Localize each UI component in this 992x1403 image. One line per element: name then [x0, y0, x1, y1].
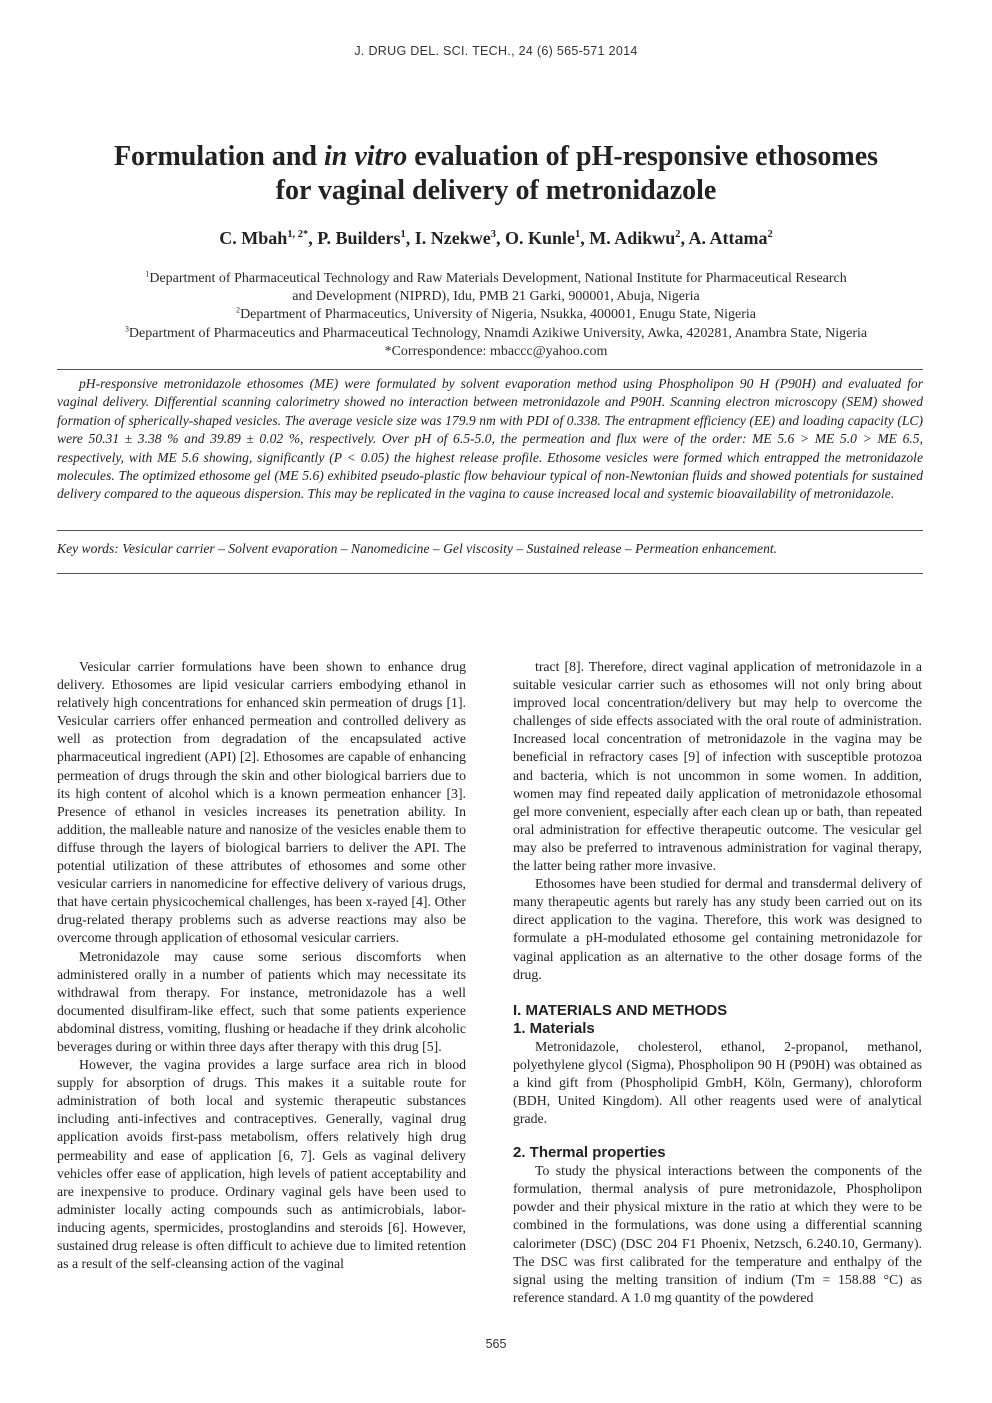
author-name: O. Kunle [504, 228, 575, 248]
title-line-2: for vaginal delivery of metronidazole [275, 175, 717, 206]
author-affiliation-mark: 1 [574, 229, 581, 240]
affiliation-text: Department of Pharmaceutical Technology and Raw Materials Development, National Institute for Pharmaceutical Research [149, 271, 847, 286]
author-affiliation-mark: 3 [490, 229, 496, 240]
author-name: I. Nzekwe [414, 228, 491, 248]
affiliation-text: *Correspondence: mbaccc@yahoo.com [384, 343, 608, 359]
paragraph: tract [8]. Therefore, direct vaginal application of metronidazole in a suitable vesicular carrier such as ethosomes will not only bring about improved local concentration/delivery but may help to overcome the challenges of side effects associated with the oral route of administration. Increased local concentration of metronidazole in the vagina may be beneficial in refractory cases [9] of infection with susceptible protozoa and bacteria, which is not uncommon in some women. In addition, women may find repeated daily application of metronidazole ethosomal gel more convenient, especially after each clean up or bath, than repeated oral administration for effective therapeutic outcome. The vesicular gel may also be preferred to intravenous administration for vaginal therapy, the latter being rather more invasive. [513, 659, 922, 874]
title-line-1: Formulation and in vitro evaluation of pH-responsive ethosomes [113, 141, 879, 172]
affiliation-text: and Development (NIPRD), Idu, PMB 21 Garki, 900001, Abuja, Nigeria [292, 289, 700, 305]
paragraph: However, the vagina provides a large surface area rich in blood supply for absorption of drugs. This makes it a suitable route for administration of both local and systemic therapeutic substances including anti-infectives and contraceptives. Generally, vaginal drug application avoids first-pass metabolism, offers relatively high drug permeability and ease of application [6, 7]. Gels as vaginal delivery vehicles offer ease of application, high levels of patient acceptability and are inexpensive to produce. Ordinary vaginal gels have been used to administer locally acting compounds such as antimicrobials, labor-inducing agents, spermicides, prostoglandins and steroids [6]. However, sustained drug release is often difficult to achieve due to limited retention as a result of the self-cleansing action of the vaginal [57, 1057, 466, 1272]
divider-top [57, 369, 923, 370]
page-number: 565 [485, 1337, 507, 1351]
author-separator: , [680, 228, 689, 248]
divider-mid [57, 530, 923, 531]
affiliation-line [50, 325, 942, 343]
author-affiliation-mark: 2 [675, 229, 681, 240]
journal-header: J. DRUG DEL. SCI. TECH., 24 (6) 565-571 2014 [354, 44, 638, 58]
author-separator: , [495, 228, 505, 248]
left-column [57, 658, 466, 1273]
paragraph: Vesicular carrier formulations have been shown to enhance drug delivery. Ethosomes are lipid vesicular carriers embodying ethanol in relatively high concentrations for enhanced skin permeation of drugs [1]. Vesicular carriers offer enhanced permeation and controlled delivery as well as protection from degradation of the encapsulated active pharmaceutical ingredient (API) [2]. Ethosomes are capable of enhancing permeation of drugs through the skin and other biological barriers due to its high content of alcohol which is a known permeation enhancer [3]. Presence of ethanol in vesicles increases its penetration ability. In addition, the malleable nature and nanosize of the vesicles enable them to diffuse through the layers of biological barriers to deliver the API. The potential utilization of these attributes of ethosomes and some other vesicular carriers in nanomedicine for effective delivery of various drugs, that have certain physicochemical challenges, has been x-rayed [4]. Other drug-related therapy problems such as adverse reactions may also be overcome through application of ethosomal vesicular carriers. [57, 659, 466, 946]
author-affiliation-mark: 2 [767, 229, 773, 240]
affiliation-text: Department of Pharmaceutics, University of Nigeria, Nsukka, 400001, Enugu State, Nigeria [240, 307, 756, 323]
author-separator: , [308, 228, 318, 248]
article-title [60, 140, 932, 208]
affiliation-mark: 3 [124, 323, 129, 333]
subsection-heading: 1. Materials [513, 1019, 595, 1037]
affiliation-line [50, 306, 942, 324]
paragraph: Metronidazole may cause some serious discomforts when administered orally in a number of patients which may necessitate its withdrawal from therapy. For instance, metronidazole has a well documented disulfiram-like effect, such that some patients experience abdominal distress, vomiting, flushing or headache if they drink alcoholic beverages during or within three days after therapy with this drug [5]. [57, 948, 466, 1054]
author-affiliation-mark: 1 [400, 229, 406, 240]
affiliation-line [50, 288, 942, 306]
affiliation-text: Department of Pharmaceutics and Pharmaceutical Technology, Nnamdi Azikiwe University, Awka, 420281, Anambra State, Nigeria [128, 325, 868, 341]
paragraph: Metronidazole, cholesterol, ethanol, 2-propanol, methanol, polyethylene glycol (Sigma), Phospholipon 90 H (P90H) was obtained as a kind gift from (Phospholipid GmbH, Köln, Germany), chloroform (BDH, United Kingdom). All other reagents used were of analytical grade. [513, 1038, 922, 1127]
divider-bottom [57, 573, 923, 574]
author-name: P. Builders [317, 228, 401, 248]
author-affiliation-mark: 1, 2* [287, 229, 309, 240]
affiliation-line [50, 270, 942, 288]
author-list [60, 228, 932, 249]
author-separator: , [580, 228, 590, 248]
author-name: A. Attama [688, 228, 768, 248]
subsection-heading: 2. Thermal properties [513, 1144, 666, 1162]
right-column [513, 658, 922, 1307]
affiliations [50, 270, 942, 361]
author-name: M. Adikwu [589, 228, 676, 248]
author-separator: , [405, 228, 415, 248]
affiliation-mark: 1 [145, 269, 150, 279]
affiliation-line [50, 343, 942, 361]
paragraph: Ethosomes have been studied for dermal and transdermal delivery of many therapeutic agents but rarely has any study been carried out on its direct application to the vagina. Therefore, this work was designed to formulate a pH-modulated ethosome gel containing metronidazole for vaginal application as an alternative to the other dosage forms of the drug. [513, 876, 922, 982]
section-heading: I. MATERIALS AND METHODS [513, 1001, 728, 1019]
author-name: C. Mbah [219, 228, 288, 248]
keywords: Key words: Vesicular carrier – Solvent evaporation – Nanomedicine – Gel viscosity – Sustained release – Permeation enhancement. [57, 541, 778, 556]
abstract-text: pH-responsive metronidazole ethosomes (ME) were formulated by solvent evaporation method using Phospholipon 90 H (P90H) and evaluated for vaginal delivery. Differential scanning calorimetry showed no interaction between metronidazole and P90H. Scanning electron microscopy (SEM) showed formation of spherically-shaped vesicles. The average vesicle size was 179.9 nm with PDI of 0.338. The entrapment efficiency (EE) and loading capacity (LC) were 50.31 ± 3.38 % and 39.89 ± 0.02 %, respectively. Over pH of 6.5-5.0, the permeation and flux were of the order: ME 5.6 > ME 5.0 > ME 6.5, respectively, with ME 5.6 showing, significantly (P < 0.05) the highest release profile. Ethosome vesicles were formed which entrapped the metronidazole molecules. The optimized ethosome gel (ME 5.6) exhibited pseudo-plastic flow behaviour typical of non-Newtonian fluids and showed potentials for sustained delivery compared to the aqueous dispersion. This may be replicated in the vagina to cause increased local and systemic bioavailability of metronidazole. [57, 376, 923, 502]
affiliation-mark: 2 [236, 305, 241, 315]
abstract [57, 375, 923, 504]
paragraph: To study the physical interactions between the components of the formulation, thermal analysis of pure metronidazole, Phospholipon powder and their physical mixture in the ratio at which they were to be combined in the formulations, was done using a differential scanning calorimeter (DSC) (DSC 204 F1 Phoenix, Netzsch, 6.240.10, Germany). The DSC was first calibrated for the temperature and enthalpy of the signal using the melting transition of indium (Tm = 158.88 °C) as reference standard. A 1.0 mg quantity of the powdered [513, 1163, 922, 1305]
